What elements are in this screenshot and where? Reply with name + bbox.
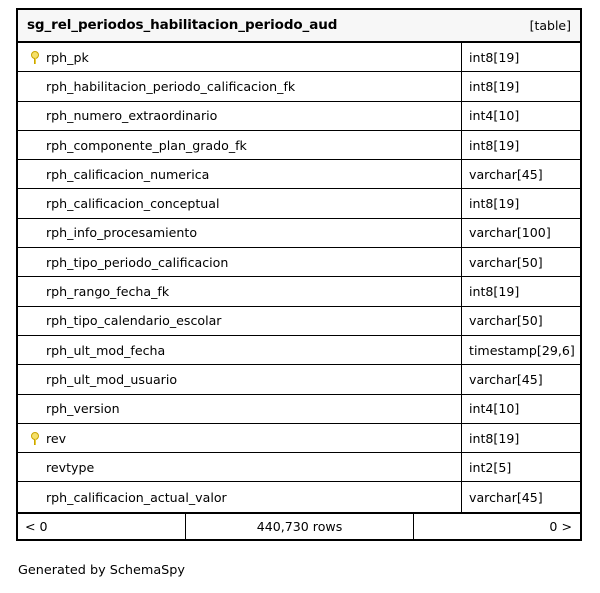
column-name-label: rph_calificacion_numerica <box>46 166 210 182</box>
column-type-label: int2[5] <box>469 459 512 475</box>
primary-key-icon <box>24 432 46 445</box>
table-row <box>18 336 580 365</box>
key-icon <box>30 432 41 445</box>
column-name-label: rph_habilitacion_periodo_calificacion_fk <box>46 78 296 94</box>
table-row <box>18 43 580 72</box>
column-type-label: int4[10] <box>469 108 520 124</box>
table-row <box>18 219 580 248</box>
table-row <box>18 102 580 131</box>
column-name-cell <box>18 189 462 217</box>
column-name-cell <box>18 365 462 393</box>
table-header <box>18 10 580 43</box>
column-name-label: rph_componente_plan_grado_fk <box>46 137 247 153</box>
generated-by-label: Generated by SchemaSpy <box>18 563 185 578</box>
table-row <box>18 395 580 424</box>
column-type-label: varchar[45] <box>469 166 543 182</box>
table-title: sg_rel_periodos_habilitacion_periodo_aud <box>27 17 338 33</box>
column-name-cell <box>18 160 462 188</box>
column-name-cell <box>18 102 462 130</box>
column-name-cell <box>18 453 462 481</box>
column-name-label: rph_pk <box>46 49 89 65</box>
column-type-label: varchar[45] <box>469 489 543 505</box>
column-name-label: rph_ult_mod_usuario <box>46 371 178 387</box>
key-icon <box>30 51 41 64</box>
previous-page-button[interactable]: < 0 <box>18 514 186 539</box>
column-name-cell <box>18 277 462 305</box>
table-row <box>18 189 580 218</box>
column-name-label: rph_rango_fecha_fk <box>46 284 170 300</box>
column-name-label: revtype <box>46 459 95 475</box>
primary-key-icon <box>24 51 46 64</box>
column-name-label: rph_version <box>46 401 120 417</box>
table-row <box>18 424 580 453</box>
column-type-label: int8[19] <box>469 137 520 153</box>
table-row <box>18 307 580 336</box>
table-type-tag: [table] <box>529 17 571 33</box>
table-row <box>18 248 580 277</box>
table-row <box>18 453 580 482</box>
column-name-label: rph_info_procesamiento <box>46 225 198 241</box>
column-name-label: rph_calificacion_conceptual <box>46 196 220 212</box>
column-type-label: int4[10] <box>469 401 520 417</box>
column-name-cell <box>18 131 462 159</box>
column-name-label: rph_numero_extraordinario <box>46 108 218 124</box>
column-name-cell <box>18 43 462 71</box>
column-type-label: int8[19] <box>469 78 520 94</box>
next-page-button[interactable]: 0 > <box>549 518 572 534</box>
column-name-cell <box>18 248 462 276</box>
table-row <box>18 365 580 394</box>
column-type-label: int8[19] <box>469 196 520 212</box>
column-type-label: varchar[100] <box>469 225 551 241</box>
column-type-label: int8[19] <box>469 430 520 446</box>
table-row <box>18 72 580 101</box>
column-type-label: timestamp[29,6] <box>469 342 575 358</box>
column-type-label: int8[19] <box>469 284 520 300</box>
column-type-label: varchar[50] <box>469 313 543 329</box>
column-name-label: rev <box>46 430 67 446</box>
table-row <box>18 131 580 160</box>
table-diagram-card <box>16 8 582 541</box>
column-name-cell <box>18 219 462 247</box>
column-name-label: rph_tipo_periodo_calificacion <box>46 254 229 270</box>
table-row <box>18 277 580 306</box>
table-row <box>18 160 580 189</box>
column-name-label: rph_ult_mod_fecha <box>46 342 166 358</box>
column-name-cell <box>18 336 462 364</box>
column-name-cell <box>18 307 462 335</box>
column-name-cell <box>18 395 462 423</box>
column-type-label: varchar[45] <box>469 371 543 387</box>
column-name-cell <box>18 482 462 511</box>
column-name-cell <box>18 72 462 100</box>
column-name-label: rph_tipo_calendario_escolar <box>46 313 222 329</box>
column-name-cell <box>18 424 462 452</box>
table-footer <box>18 512 580 539</box>
column-type-label: int8[19] <box>469 49 520 65</box>
column-type-label: varchar[50] <box>469 254 543 270</box>
table-row <box>18 482 580 511</box>
table-column-list <box>18 43 580 512</box>
row-count-label: 440,730 rows <box>186 514 414 539</box>
column-name-label: rph_calificacion_actual_valor <box>46 489 227 505</box>
